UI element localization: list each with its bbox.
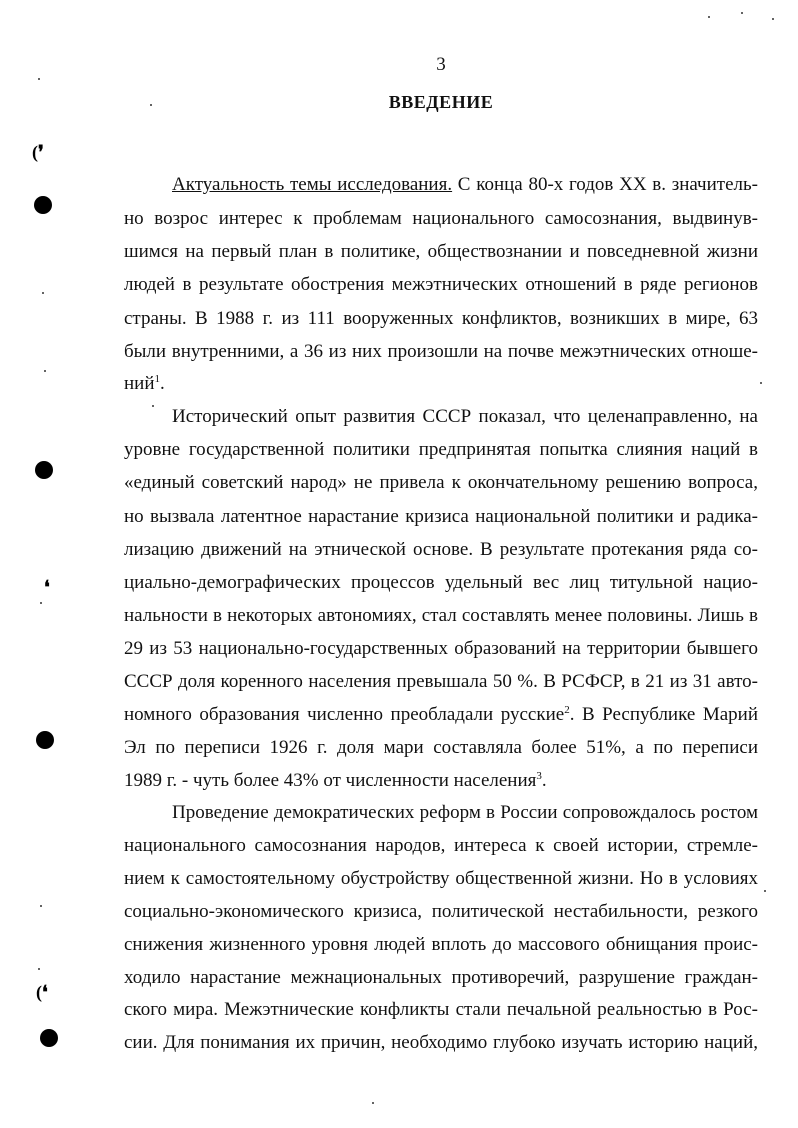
dust-speck — [372, 1102, 374, 1104]
text-line: Актуальность темы исследования. С конца 80-х годов XX в. значитель- — [172, 174, 758, 195]
text-line: страны. В 1988 г. из 111 вооруженных конфликтов, возникших в мире, 63 — [124, 308, 758, 329]
dust-speck — [150, 104, 152, 106]
footnote-ref: 2 — [564, 704, 570, 716]
text-line: ходило нарастание межнациональных противоречий, разрушение граждан- — [124, 967, 758, 988]
punch-hole — [35, 461, 53, 479]
scan-mark: (❛ — [36, 982, 48, 1002]
dust-speck — [764, 890, 766, 892]
text-line: национального самосознания народов, интереса к своей истории, стремле- — [124, 835, 758, 856]
dust-speck — [152, 405, 154, 407]
punch-hole — [34, 196, 52, 214]
footnote-ref: 3 — [536, 770, 542, 782]
dust-speck — [760, 382, 762, 384]
section-heading: ВВЕДЕНИЕ — [388, 92, 494, 112]
text-line: СССР доля коренного населения превышала 50 %. В РСФСР, в 21 из 31 авто- — [124, 671, 758, 692]
scan-mark: ❛ — [44, 577, 50, 597]
footnote-ref: 1 — [154, 373, 161, 385]
dust-speck — [42, 292, 44, 294]
text-line: но вызвала латентное нарастание кризиса национальной политики и радика- — [124, 506, 758, 527]
text-line: снижения жизненного уровня людей вплоть до массового обнищания проис- — [124, 934, 758, 955]
dust-speck — [741, 12, 743, 14]
text-line: но возрос интерес к проблемам национального самосознания, выдвинув- — [124, 208, 758, 229]
text-line: нием к самостоятельному обустройству общественной жизни. Но в условиях — [124, 868, 758, 889]
dust-speck — [708, 16, 710, 18]
text-line: шимся на первый план в политике, обществознании и повседневной жизни — [124, 241, 758, 262]
dust-speck — [44, 370, 46, 372]
dust-speck — [38, 968, 40, 970]
topic-relevance-label: Актуальность темы исследования. — [172, 174, 453, 195]
text-line: «единый советский народ» не привела к окончательному решению вопроса, — [124, 472, 758, 493]
text-line: были внутренними, а 36 из них произошли на почве межэтнических отноше- — [124, 341, 758, 362]
dust-speck — [40, 602, 42, 604]
text-line: 1989 г. - чуть более 43% от численности населения$^3$. — [124, 770, 547, 791]
text-line: сии. Для понимания их причин, необходимо глубоко изучать историю наций, — [124, 1032, 758, 1053]
text-line: Проведение демократических реформ в России сопровождалось ростом — [172, 802, 758, 823]
text-line: Эл по переписи 1926 г. доля мари составляла более 51%, а по переписи — [124, 737, 758, 758]
text-line: социально-экономического кризиса, политической нестабильности, резкого — [124, 901, 758, 922]
dust-speck — [40, 905, 42, 907]
text-line: уровне государственной политики предпринятая попытка слияния наций в — [124, 439, 758, 460]
text-line: номного образования численно преобладали русские$^2$. В Республике Марий — [124, 704, 758, 725]
text-line: циально-демографических процессов удельный вес лиц титульной нацио- — [124, 572, 758, 593]
dust-speck — [772, 18, 774, 20]
text-line: ний$^1$. — [124, 373, 165, 394]
punch-hole — [36, 731, 54, 749]
text-line: ского мира. Межэтнические конфликты стали печальной реальностью в Рос- — [124, 999, 758, 1020]
text-line: людей в результате обострения межэтнических отношений в ряде регионов — [124, 274, 758, 295]
text-line: 29 из 53 национально-государственных образований на территории бывшего — [124, 638, 758, 659]
scan-mark: (❜ — [32, 142, 44, 162]
punch-hole — [40, 1029, 58, 1047]
dust-speck — [38, 78, 40, 80]
page-number: 3 — [436, 54, 446, 75]
text-line: лизацию движений на этнической основе. В результате протекания ряда со- — [124, 539, 758, 560]
text-line: нальности в некоторых автономиях, стал составлять менее половины. Лишь в — [124, 605, 758, 626]
text-line: Исторический опыт развития СССР показал, что целенаправленно, на — [172, 406, 758, 427]
